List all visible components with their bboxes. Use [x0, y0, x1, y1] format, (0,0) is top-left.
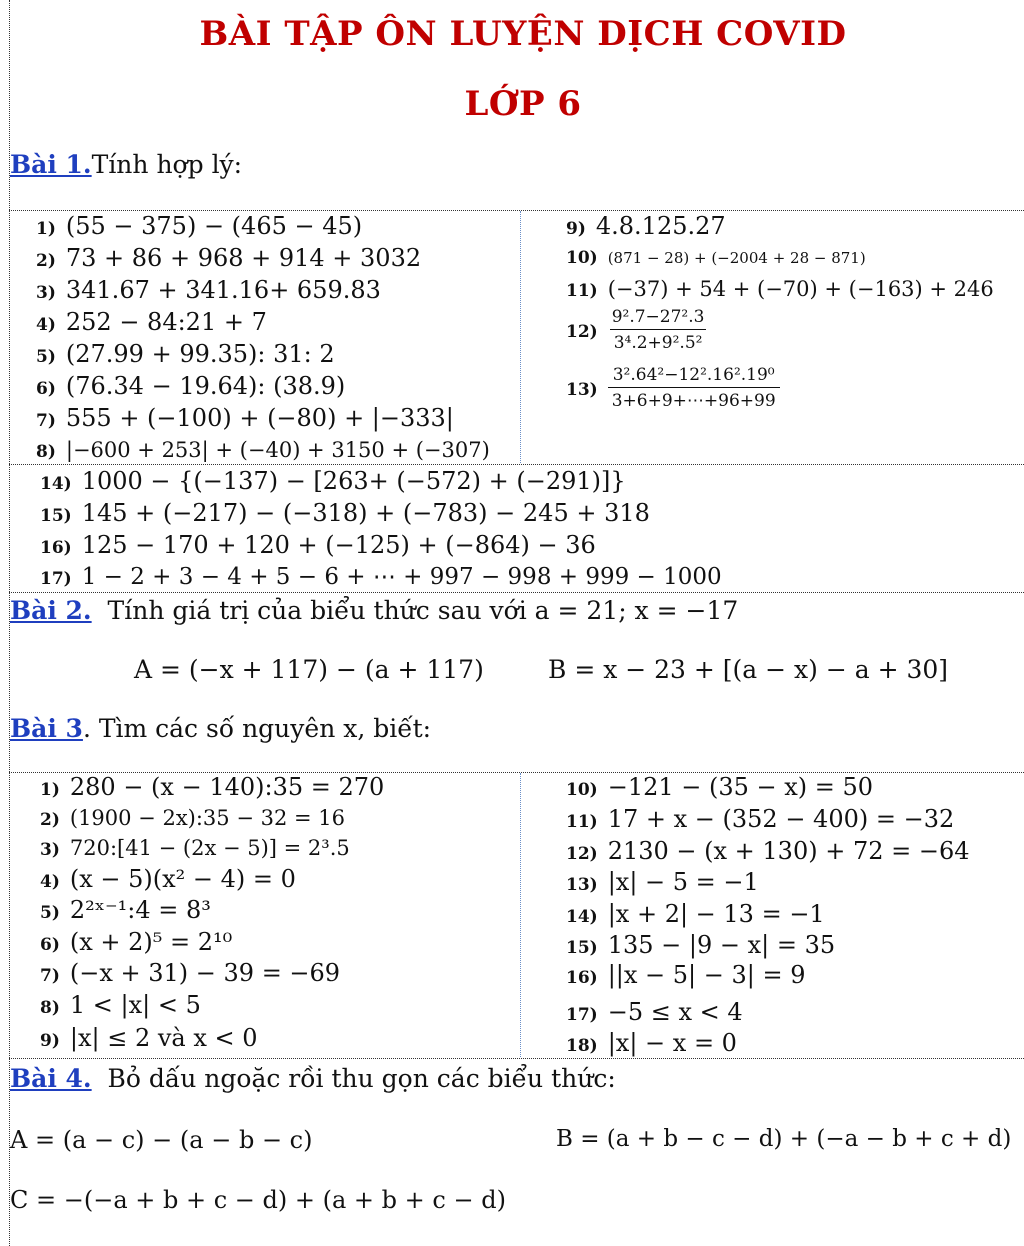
bai4-expression-c: C = −(−a + b + c − d) + (a + b + c − d) — [10, 1186, 506, 1214]
bai1-item: 17) 1 − 2 + 3 − 4 + 5 − 6 + ⋯ + 997 − 998 + 999 − 1000 — [40, 564, 722, 590]
fraction: $\frac{\text{9².7−27².3}}{\text{3⁴.2+9².5²}}$ — [611, 307, 705, 353]
bai1-item: 13) $\frac{\text{3².64²−12².16².19⁰}}{3+6+9+\cdots+96+99}$ — [566, 364, 780, 412]
bai3-item: 17) −5 ≤ x < 4 — [566, 998, 743, 1026]
column-divider — [520, 773, 521, 1057]
bai1-item: 8) |−600 + 253| + (−40) + 3150 + (−307) — [36, 438, 490, 462]
worksheet-title: BÀI TẬP ÔN LUYỆN DỊCH COVID — [199, 14, 847, 54]
bai1-item: 4) 252 − 84:21 + 7 — [36, 308, 267, 336]
bai3-item: 5) 2²ˣ⁻¹:4 = 8³ — [40, 896, 211, 924]
bai3-item: 8) 1 < |x| < 5 — [40, 991, 201, 1019]
bai1-label: Bài 1. — [10, 150, 92, 179]
bai3-item: 2) (1900 − 2x):35 − 32 = 16 — [40, 806, 345, 830]
bai1-item: 5) (27.99 + 99.35): 31: 2 — [36, 340, 335, 368]
bai2-label: Bài 2. — [10, 596, 92, 625]
bai1-item: 14) 1000 − {(−137) − [263+ (−572) + (−291)]} — [40, 467, 626, 495]
bai4-expression-b: B = (a + b − c − d) + (−a − b + c + d) — [556, 1126, 1012, 1152]
bai3-item: 16) ||x − 5| − 3| = 9 — [566, 961, 806, 989]
bai3-item: 15) 135 − |9 − x| = 35 — [566, 931, 836, 959]
bai2-text: Tính giá trị của biểu thức sau với a = 21; x = −17 — [107, 596, 739, 625]
bai1-item: 1) (55 − 375) − (465 − 45) — [36, 212, 363, 240]
grade-title: LỚP 6 — [464, 84, 582, 124]
bai1-item: 6) (76.34 − 19.64): (38.9) — [36, 372, 346, 400]
bai1-item: 2) 73 + 86 + 968 + 914 + 3032 — [36, 244, 422, 272]
bai1-heading — [10, 150, 242, 179]
bai1-item: 10) (871 − 28) + (−2004 + 28 − 871) — [566, 248, 866, 268]
bai1-item: 16) 125 − 170 + 120 + (−125) + (−864) − 36 — [40, 531, 596, 559]
bai3-item: 3) 720:[41 − (2x − 5)] = 2³.5 — [40, 836, 350, 860]
bai4-expression-a: A = (a − c) − (a − b − c) — [10, 1126, 313, 1154]
bai1-item: 11) (−37) + 54 + (−70) + (−163) + 246 — [566, 277, 994, 301]
bai3-item: 9) |x| ≤ 2 và x < 0 — [40, 1024, 258, 1052]
bai3-text: . Tìm các số nguyên x, biết: — [82, 714, 432, 743]
table-line — [9, 592, 1024, 593]
column-divider — [520, 211, 521, 463]
bai3-item: 11) 17 + x − (352 − 400) = −32 — [566, 805, 955, 833]
bai3-item: 1) 280 − (x − 140):35 = 270 — [40, 773, 385, 801]
bai2-expression-b: B = x − 23 + [(a − x) − a + 30] — [548, 655, 949, 684]
bai3-item: 4) (x − 5)(x² − 4) = 0 — [40, 865, 296, 893]
bai3-item: 13) |x| − 5 = −1 — [566, 868, 759, 896]
bai3-item: 18) |x| − x = 0 — [566, 1029, 737, 1057]
table-line — [9, 1058, 1024, 1059]
fraction: $\frac{\text{3².64²−12².16².19⁰}}{3+6+9+\cdots+96+99}$ — [608, 364, 780, 412]
bai2-heading — [10, 596, 738, 625]
bai2-expression-a: A = (−x + 117) − (a + 117) — [134, 655, 484, 684]
bai3-item: 12) 2130 − (x + 130) + 72 = −64 — [566, 837, 970, 865]
bai3-item: 6) (x + 2)⁵ = 2¹⁰ — [40, 928, 233, 956]
bai3-item: 7) (−x + 31) − 39 = −69 — [40, 959, 341, 987]
bai3-heading — [10, 714, 431, 743]
table-line — [9, 464, 1024, 465]
bai3-label: Bài 3 — [10, 714, 83, 743]
bai4-heading — [10, 1064, 616, 1093]
bai1-text: Tính hợp lý: — [91, 150, 243, 179]
bai4-label: Bài 4. — [10, 1064, 92, 1093]
bai1-item: 7) 555 + (−100) + (−80) + |−333| — [36, 404, 454, 432]
bai4-text: Bỏ dấu ngoặc rồi thu gọn các biểu thức: — [107, 1064, 616, 1093]
bai3-item: 14) |x + 2| − 13 = −1 — [566, 900, 825, 928]
bai3-item: 10) −121 − (35 − x) = 50 — [566, 773, 874, 801]
bai1-item: 3) 341.67 + 341.16+ 659.83 — [36, 276, 381, 304]
bai1-item: 12) $\frac{\text{9².7−27².3}}{\text{3⁴.2+9².5²}}$ — [566, 306, 708, 354]
bai1-item: 9) 4.8.125.27 — [566, 212, 726, 240]
bai1-item: 15) 145 + (−217) − (−318) + (−783) − 245 + 318 — [40, 499, 650, 527]
